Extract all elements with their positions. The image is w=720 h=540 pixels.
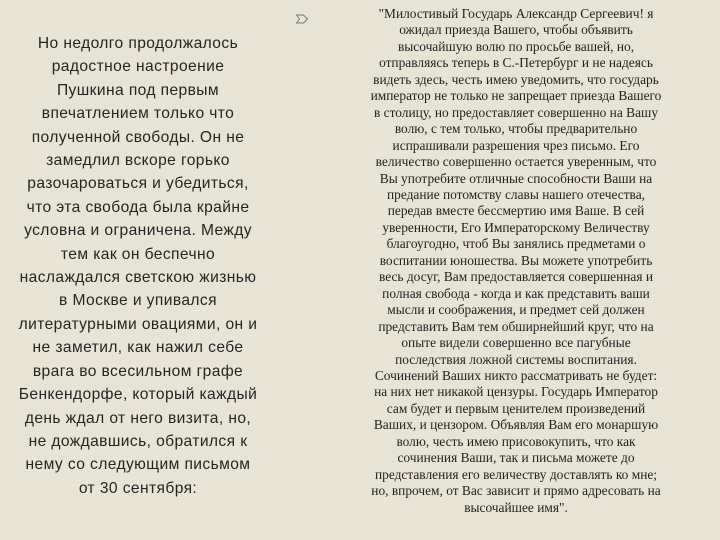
- hollow-arrow-bullet-icon: [296, 14, 308, 24]
- narrative-text: Но недолго продолжалось радостное настроение Пушкина под первым впечатлением только что полученной свободы. Он не замедлил вскоре горько разочароваться и убедиться, что эта свобода была крайне условна и ограничена. Между тем как он беспечно наслаждался светскою жизнью в Москве и упивался литературными овациями, он и не заметил, как нажил себе врага во всесильном графе Бенкендорфе, который каждый день ждал от него визита, но, не дождавшись, обратился к нему со следующим письмом от 30 сентября:: [18, 35, 258, 497]
- quote-text: "Милостивый Государь Александр Сергеевич! я ожидал приезда Вашего, чтобы объявить высочайшую волю по просьбе вашей, но, отправляясь теперь в С.-Петербург и не надеясь видеть здесь, честь имею уведомить, что государь император не только не запрещает приезда Вашего в столицу, но предоставляет совершенно на Вашу волю, с тем только, чтобы предварительно испрашивали разрешения чрез письмо. Его величество совершенно остается уверенным, что Вы употребите отличные способности Ваши на предание потомству славы нашего отечества, передав вместе бессмертию имя Ваше. В сей уверенности, Его Императорскому Величеству благоугодно, чтоб Вы занялись предметами о воспитании юношества. Вы можете употребить весь досуг, Вам предоставляется совершенная и полная свобода - когда и как представить ваши мысли и соображения, и предмет сей должен представить Вам тем обширнейший круг, что на опыте видели совершенно все пагубные последствия ложной системы воспитания. Сочинений Ваших никто рассматривать не будет: на них нет никакой цензуры. Государь Император сам будет и первым ценителем произведений Ваших, и цензором. Объявляя Вам его монаршую волю, честь имею присовокупить, что как сочинения Ваши, так и письма можете до представления его величеству доставлять ко мне; но, впрочем, от Вас зависит и прямо адресовать на высочайшее имя".: [370, 6, 662, 515]
- quote-block: [296, 6, 716, 516]
